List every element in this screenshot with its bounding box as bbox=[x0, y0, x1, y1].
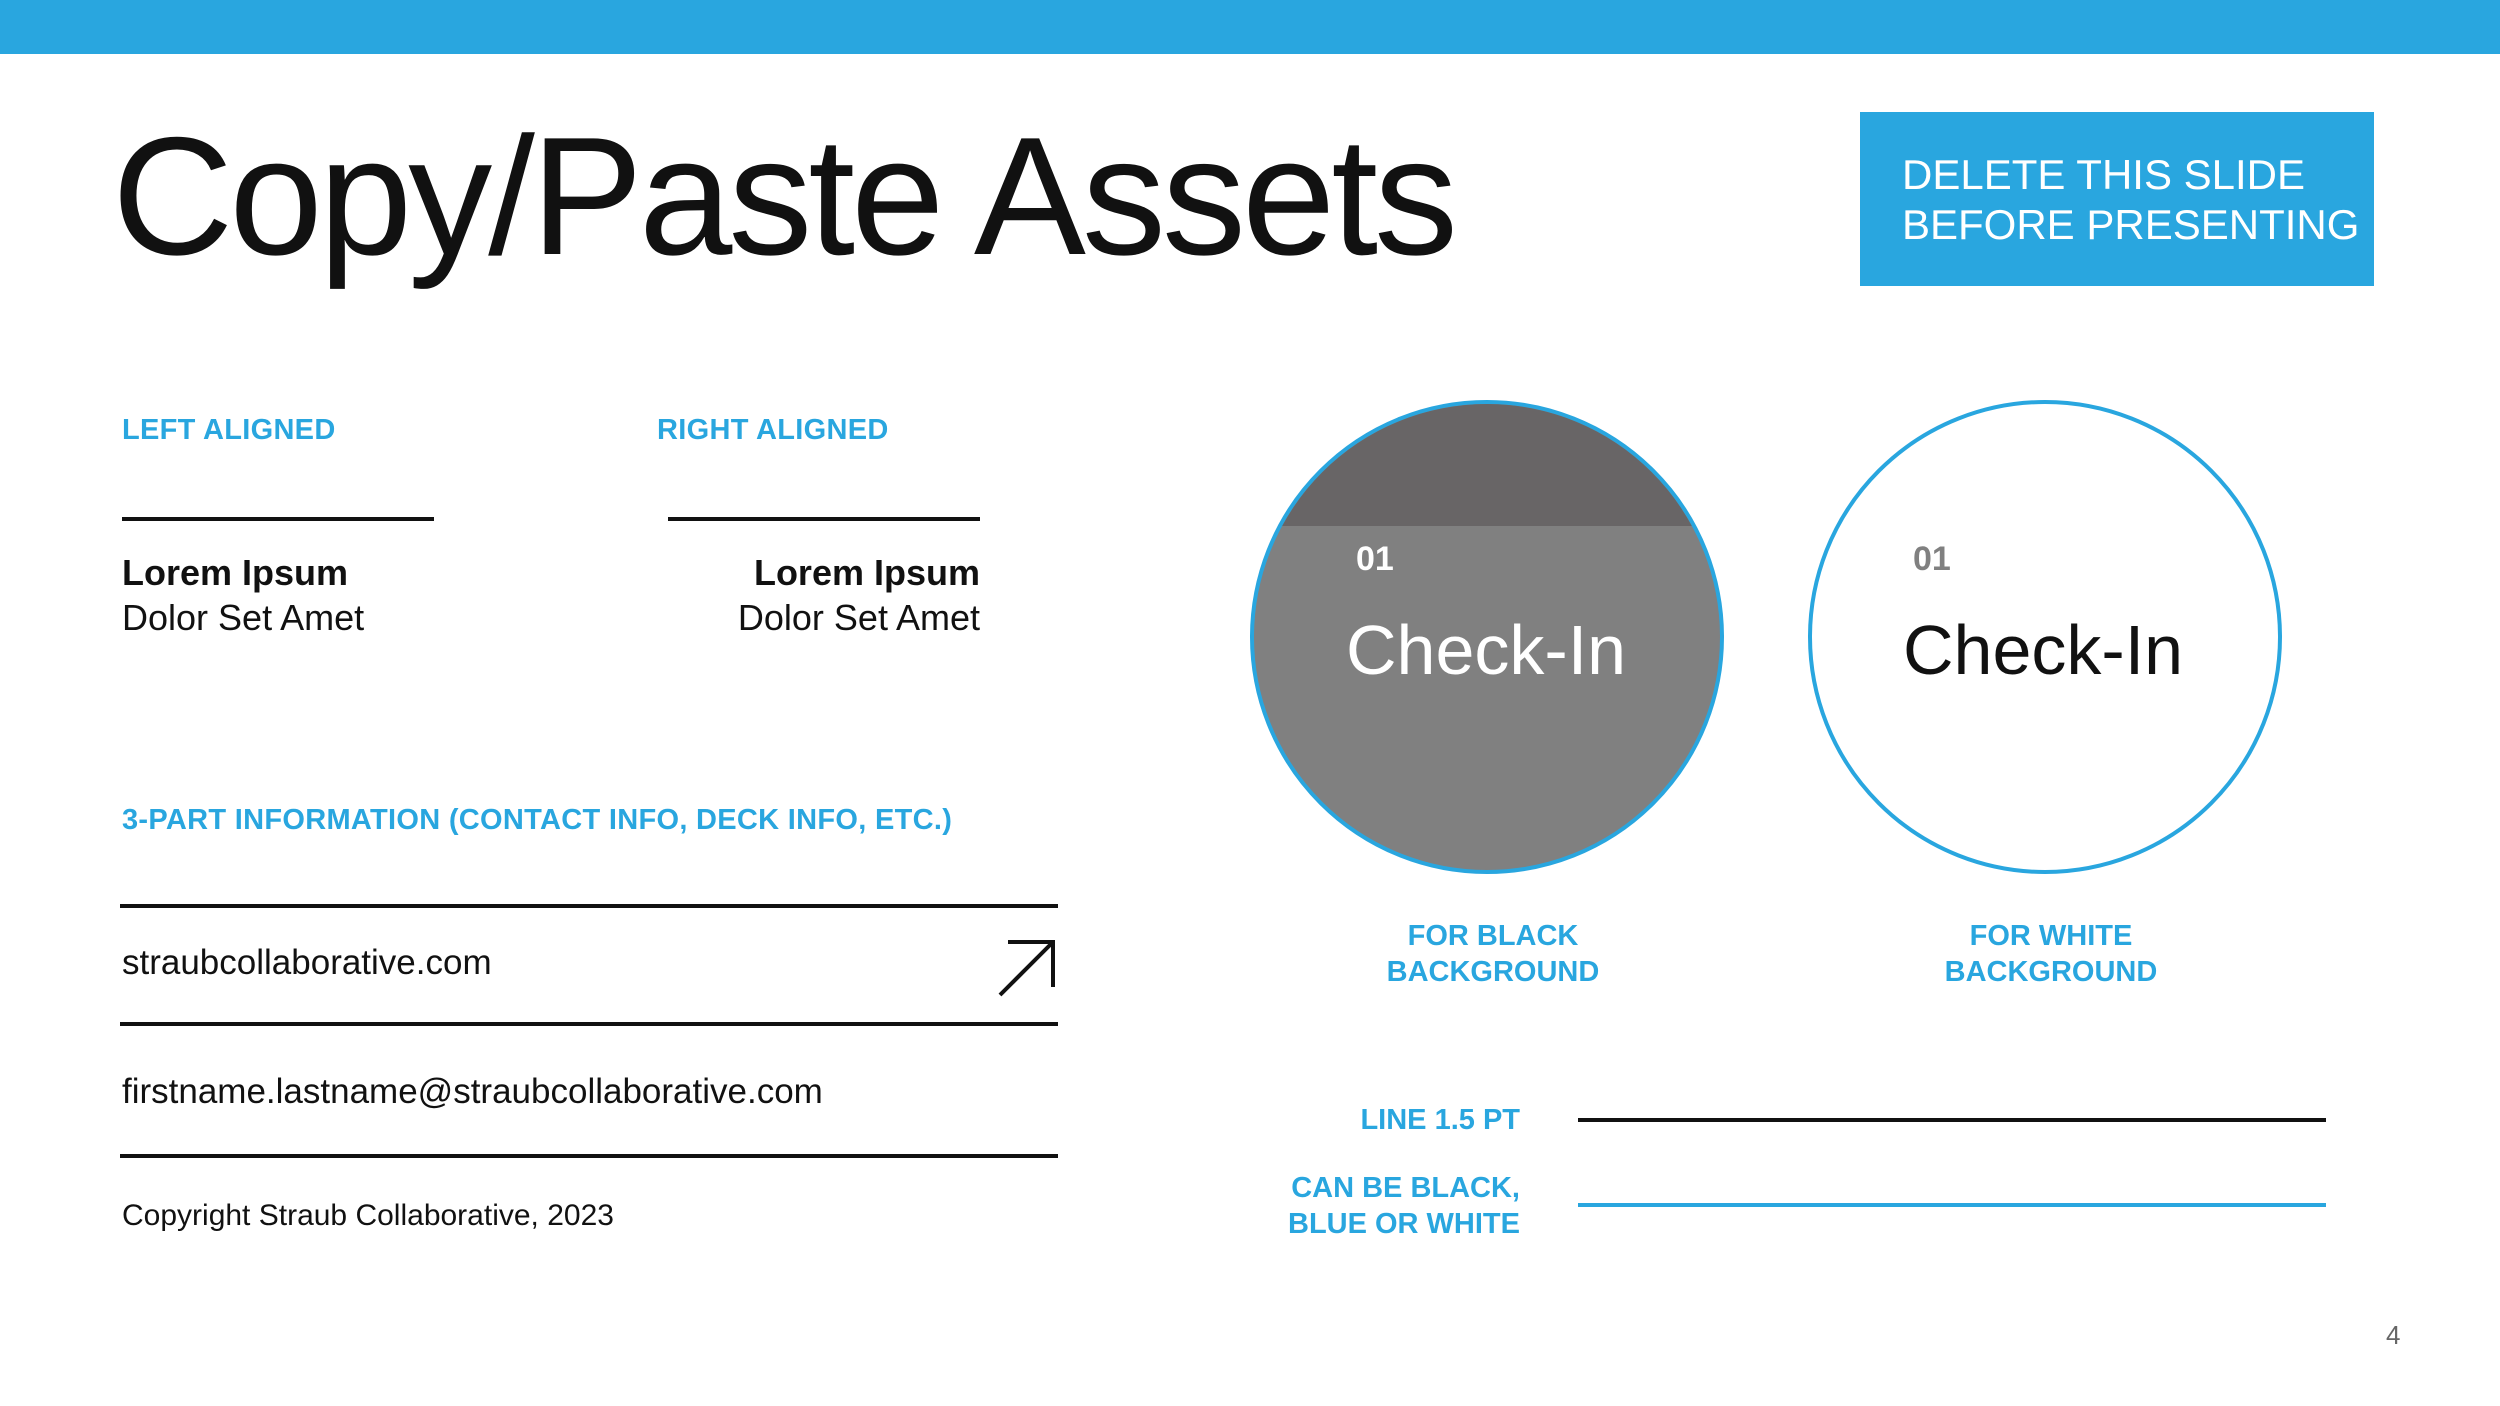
right-aligned-rule bbox=[668, 517, 980, 521]
line-color-label-line-2: BLUE OR WHITE bbox=[1288, 1208, 1520, 1240]
left-aligned-subtitle: Dolor Set Amet bbox=[122, 597, 365, 638]
right-aligned-subtitle: Dolor Set Amet bbox=[737, 597, 980, 638]
line-weight-label: LINE 1.5 PT bbox=[1360, 1104, 1520, 1136]
circle-light-caption bbox=[1901, 918, 2201, 990]
three-part-rule-middle bbox=[120, 1022, 1058, 1026]
circle-dark-caption bbox=[1343, 918, 1643, 990]
circle-dark-number: 01 bbox=[1356, 540, 1394, 578]
right-aligned-name: Lorem Ipsum bbox=[753, 552, 980, 593]
circle-dark-cap bbox=[1254, 404, 1720, 526]
notice-line-2: BEFORE PRESENTING bbox=[1902, 201, 2360, 248]
circle-light-caption-line-1: FOR WHITE bbox=[1969, 920, 2133, 952]
left-aligned-label: LEFT ALIGNED bbox=[122, 414, 336, 446]
circle-light-title: Check-In bbox=[1903, 611, 2184, 689]
left-aligned-name: Lorem Ipsum bbox=[122, 552, 349, 593]
three-part-rule-top bbox=[120, 904, 1058, 908]
circle-dark-title: Check-In bbox=[1346, 611, 1627, 689]
sample-line-black bbox=[1578, 1118, 2326, 1122]
page-number: 4 bbox=[2386, 1320, 2401, 1350]
circle-light-caption-line-2: BACKGROUND bbox=[1944, 956, 2158, 988]
slide-title: Copy/Paste Assets bbox=[112, 102, 1455, 290]
right-aligned-label: RIGHT ALIGNED bbox=[657, 414, 889, 446]
three-part-label: 3-PART INFORMATION (CONTACT INFO, DECK INFO, ETC.) bbox=[122, 804, 953, 836]
left-aligned-rule bbox=[122, 517, 434, 521]
line-color-label bbox=[1180, 1170, 1520, 1242]
three-part-rule-bottom bbox=[120, 1154, 1058, 1158]
website-text: straubcollaborative.com bbox=[122, 943, 492, 982]
arrow-up-right-icon bbox=[996, 937, 1058, 999]
top-accent-bar bbox=[0, 0, 2500, 54]
circle-dark-caption-line-2: BACKGROUND bbox=[1386, 956, 1600, 988]
circle-light-number: 01 bbox=[1913, 540, 1951, 578]
delete-slide-notice bbox=[1860, 112, 2374, 286]
notice-line-1: DELETE THIS SLIDE bbox=[1902, 151, 2306, 198]
copyright-text: Copyright Straub Collaborative, 2023 bbox=[122, 1199, 614, 1232]
circle-dark-caption-line-1: FOR BLACK bbox=[1407, 920, 1579, 952]
line-color-label-line-1: CAN BE BLACK, bbox=[1291, 1172, 1520, 1204]
email-text: firstname.lastname@straubcollaborative.com bbox=[122, 1072, 823, 1111]
sample-line-blue bbox=[1578, 1203, 2326, 1207]
